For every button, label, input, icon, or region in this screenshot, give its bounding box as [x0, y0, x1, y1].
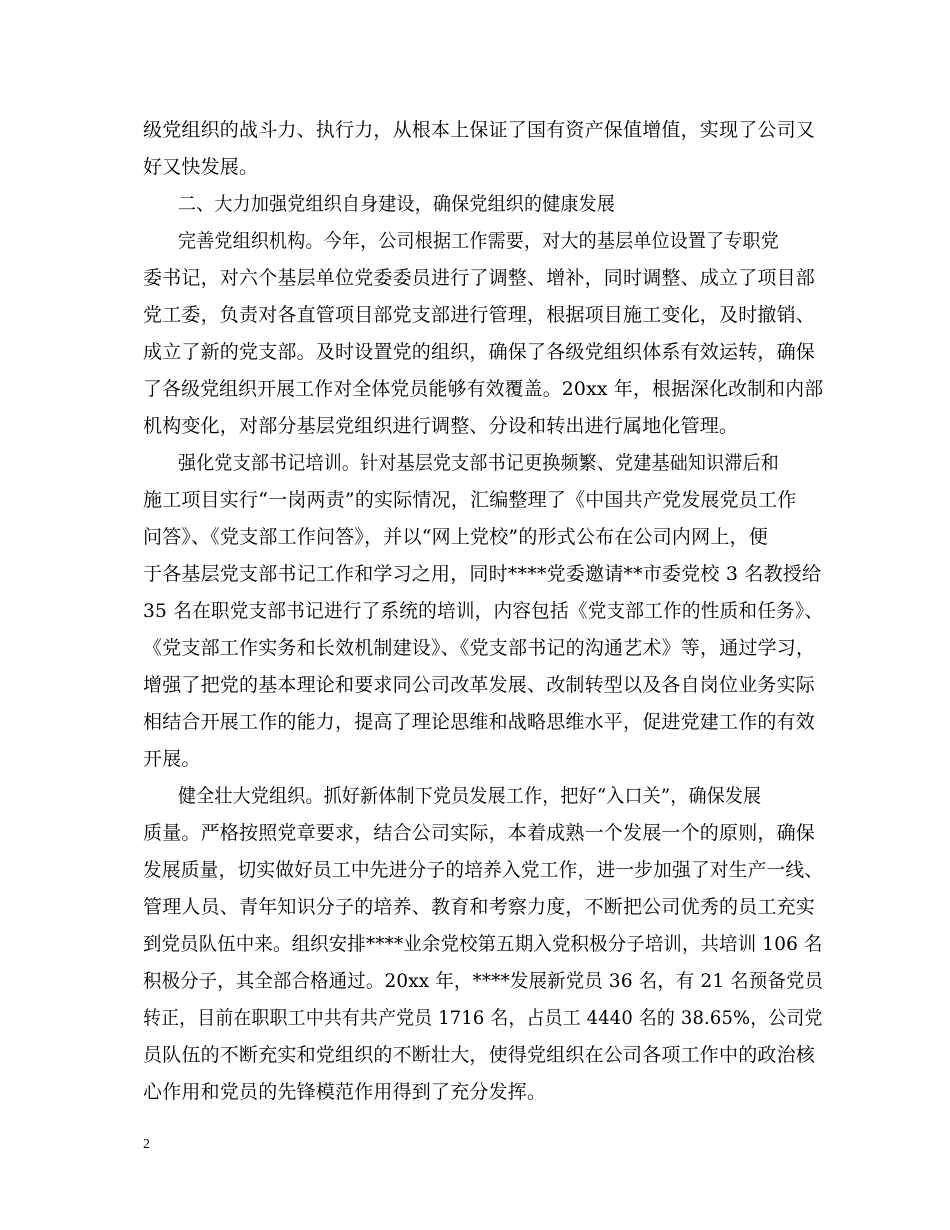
section-heading: 二、大力加强党组织自身建设，确保党组织的健康发展: [178, 193, 616, 215]
text-line: 委书记，对六个基层单位党委委员进行了调整、增补，同时调整、成立了项目部: [143, 267, 816, 289]
text-line: 成立了新的党支部。及时设置党的组织，确保了各级党组织体系有效运转，确保: [143, 341, 816, 363]
text-line: 好又快发展。: [143, 156, 259, 178]
paragraph-start: 强化党支部书记培训。针对基层党支部书记更换频繁、党建基础知识滞后和: [178, 452, 779, 474]
text-line: 施工项目实行“一岗两责”的实际情况，汇编整理了《中国共产党发展党员工作: [143, 489, 797, 511]
text-line: 积极分子，其全部合格通过。20xx 年，****发展新党员 36 名，有 21 名预备党员: [143, 970, 824, 992]
text-line: 相结合开展工作的能力，提高了理论思维和战略思维水平，促进党建工作的有效: [143, 711, 816, 733]
text-line: 心作用和党员的先锋模范作用得到了充分发挥。: [143, 1081, 547, 1103]
text-line: 于各基层党支部书记工作和学习之用，同时****党委邀请**市委党校 3 名教授给: [143, 563, 822, 585]
page-number: 2: [143, 1137, 150, 1152]
text-line: 转正，目前在职职工中共有共产党员 1716 名，占员工 4440 名的 38.65%，公司党: [143, 1007, 823, 1029]
text-line: 质量。严格按照党章要求，结合公司实际，本着成熟一个发展一个的原则，确保: [143, 822, 816, 844]
text-line: 机构变化，对部分基层党组织进行调整、分设和转出进行属地化管理。: [143, 415, 739, 437]
text-line: 《党支部工作实务和长效机制建设》、《党支部书记的沟通艺术》等，通过学习，: [143, 637, 816, 659]
paragraph-start: 完善党组织机构。今年，公司根据工作需要，对大的基层单位设置了专职党: [178, 230, 779, 252]
text-line: 了各级党组织开展工作对全体党员能够有效覆盖。20xx 年，根据深化改制和内部: [143, 378, 824, 400]
text-line: 级党组织的战斗力、执行力，从根本上保证了国有资产保值增值，实现了公司又: [143, 119, 816, 141]
text-line: 员队伍的不断充实和党组织的不断壮大，使得党组织在公司各项工作中的政治核: [143, 1044, 816, 1066]
text-line: 35 名在职党支部书记进行了系统的培训，内容包括《党支部工作的性质和任务》、: [143, 600, 824, 622]
text-line: 管理人员、青年知识分子的培养、教育和考察力度，不断把公司优秀的员工充实: [143, 896, 816, 918]
text-line: 发展质量，切实做好员工中先进分子的培养入党工作，进一步加强了对生产一线、: [143, 859, 824, 881]
text-line: 党工委，负责对各直管项目部党支部进行管理，根据项目施工变化，及时撤销、: [143, 304, 816, 326]
paragraph-start: 健全壮大党组织。抓好新体制下党员发展工作，把好“入口关”，确保发展: [178, 785, 762, 807]
text-line: 开展。: [143, 748, 201, 770]
text-line: 增强了把党的基本理论和要求同公司改革发展、改制转型以及各自岗位业务实际: [143, 674, 816, 696]
text-line: 问答》、《党支部工作问答》，并以“网上党校”的形式公布在公司内网上，便: [143, 526, 768, 548]
text-line: 到党员队伍中来。组织安排****业余党校第五期入党积极分子培训，共培训 106 名: [143, 933, 823, 955]
